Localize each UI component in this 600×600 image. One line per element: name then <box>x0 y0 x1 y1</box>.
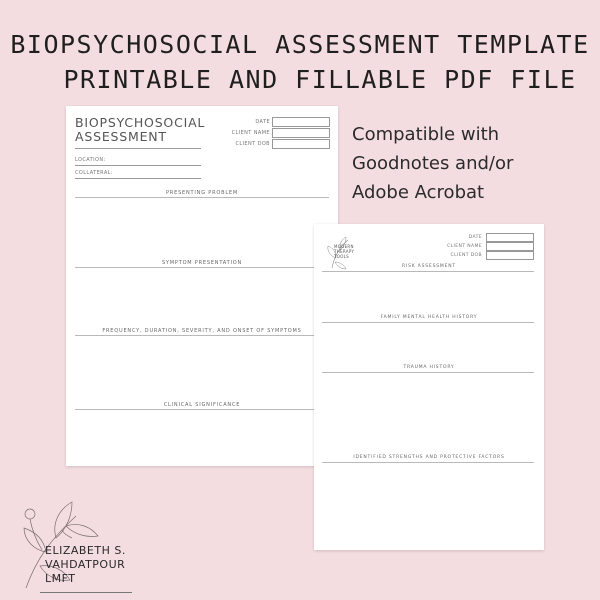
client-name-field[interactable] <box>272 128 330 138</box>
section-rule <box>75 197 329 198</box>
document-title-line-2: ASSESSMENT <box>75 129 167 144</box>
client-dob-label: CLIENT DOB <box>450 253 482 258</box>
section-family-mental-health: FAMILY MENTAL HEALTH HISTORY <box>380 315 478 320</box>
date-label: DATE <box>468 235 482 240</box>
client-dob-field[interactable] <box>272 139 330 149</box>
section-strengths-protective: IDENTIFIED STRENGTHS AND PROTECTIVE FACTORS <box>353 455 505 460</box>
author-line-3: LMFT <box>45 572 76 585</box>
logo-text-line-3: TOOLS <box>334 254 350 259</box>
compatibility-line-3: Adobe Acrobat <box>352 182 485 203</box>
document-title-line-1: BIOPSYCHOSOCIAL <box>75 115 206 130</box>
compatibility-line-2: Goodnotes and/or <box>352 153 514 174</box>
client-dob-field[interactable] <box>486 251 534 260</box>
section-rule <box>75 409 329 410</box>
date-label: DATE <box>255 119 270 125</box>
section-risk-assessment: RISK ASSESSMENT <box>402 264 456 269</box>
section-rule <box>75 267 329 268</box>
section-clinical-significance: CLINICAL SIGNIFICANCE <box>163 402 241 408</box>
section-rule <box>75 335 329 336</box>
collateral-line[interactable] <box>75 178 201 179</box>
collateral-label: COLLATERAL: <box>75 170 113 176</box>
date-field[interactable] <box>272 117 330 127</box>
compatibility-note <box>352 120 572 207</box>
client-name-label: CLIENT NAME <box>231 130 270 136</box>
compatibility-line-1: Compatible with <box>352 124 500 145</box>
location-label: LOCATION: <box>75 157 106 163</box>
section-rule <box>322 322 534 323</box>
author-line-1: ELIZABETH S. <box>45 544 126 557</box>
section-rule <box>322 372 534 373</box>
client-name-label: CLIENT NAME <box>447 244 482 249</box>
section-rule <box>322 462 534 463</box>
template-page-2 <box>314 224 544 550</box>
headline-line-2: PRINTABLE AND FILLABLE PDF FILE <box>63 65 577 94</box>
author-underline <box>40 592 132 593</box>
location-line[interactable] <box>75 165 201 166</box>
section-symptom-presentation: SYMPTOM PRESENTATION <box>161 260 243 266</box>
client-name-field[interactable] <box>486 242 534 251</box>
section-trauma-history: TRAUMA HISTORY <box>403 365 455 370</box>
logo-text-line-1: MODERN <box>334 244 354 249</box>
section-presenting-problem: PRESENTING PROBLEM <box>166 190 238 196</box>
headline-line-1: BIOPSYCHOSOCIAL ASSESSMENT TEMPLATE <box>10 30 590 59</box>
title-underline <box>75 148 201 149</box>
date-field[interactable] <box>486 233 534 242</box>
logo-text-line-2: THERAPY <box>334 249 355 254</box>
document-title <box>75 116 205 144</box>
logo-text <box>334 244 354 259</box>
author-line-2: VAHDATPOUR <box>45 558 126 571</box>
section-rule <box>322 271 534 272</box>
template-page-1 <box>66 106 338 466</box>
author-signature <box>45 544 126 586</box>
client-dob-label: CLIENT DOB <box>235 141 270 147</box>
section-frequency-duration: FREQUENCY, DURATION, SEVERITY, AND ONSET OF SYMPTOMS <box>102 328 302 334</box>
